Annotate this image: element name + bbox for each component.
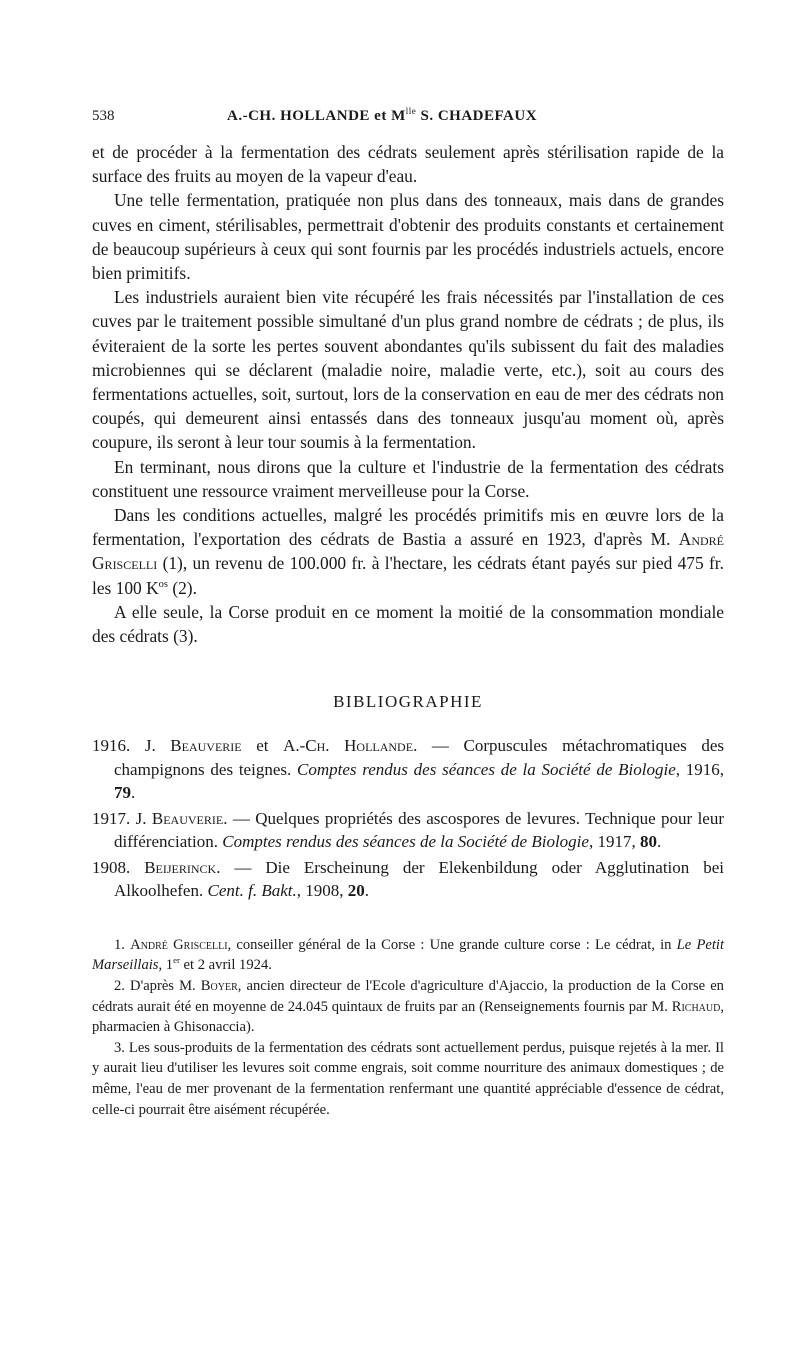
footnote-text: , pharmacien à Ghisonaccia). bbox=[92, 998, 724, 1036]
footnote-text: , ancien directeur de l'Ecole d'agriculture d'Ajaccio, la production de la Corse en cédrats aurait été en moyenne de 24.045 quintaux de fruits par an (Renseignements fournis par M. bbox=[92, 977, 724, 1015]
author-name: André Griscelli bbox=[92, 529, 724, 574]
footnotes bbox=[92, 935, 724, 1120]
bib-journal: Comptes rendus des séances de la Société de Biologie bbox=[222, 832, 589, 852]
bibliography-entry bbox=[92, 807, 724, 854]
paragraph-text: A elle seule, la Corse produit en ce moment la moitié de la consommation mondiale des cédrats bbox=[92, 601, 724, 647]
footnote-author: André Griscelli bbox=[130, 936, 228, 953]
bib-detail: , 1908, bbox=[296, 881, 348, 901]
bib-detail: . bbox=[131, 783, 136, 803]
bib-author-join: et bbox=[241, 736, 284, 756]
footnote-number: 2. bbox=[114, 977, 131, 994]
footnote-ref: (1) bbox=[162, 553, 183, 574]
footnote bbox=[92, 935, 724, 976]
bib-detail: , 1916, bbox=[675, 759, 725, 779]
paragraph: Les industriels auraient bien vite récupéré les frais nécessités par l'installation de ces cuves par le traitement possible simultané d'un plus grand nombre de cédrats ; de plus, ils éviteraient de la sorte les pertes souvent abondantes qu'ils subissent du fait des maladies microbiennes qui se déclarent (maladie noire, maladie verte, etc.), soit au cours des fermentations actuelles, soit, surtout, lors de la conservation en eau de mer des cédrats non coupés, qui demeurent ainsi entassés dans des tonneaux jusqu'au moment où, après coupure, ils seront à leur tour soumis à la fermentation. bbox=[92, 287, 724, 453]
running-head-authors: A.-CH. HOLLANDE et M bbox=[227, 108, 406, 124]
footnote-author: Richaud bbox=[671, 998, 721, 1015]
paragraph bbox=[92, 600, 724, 648]
bibliography-entry bbox=[92, 734, 724, 805]
bib-year: 1908. bbox=[92, 857, 131, 877]
running-head bbox=[227, 108, 537, 125]
bib-journal: Comptes rendus des séances de la Société de Biologie bbox=[297, 759, 676, 779]
body-text bbox=[92, 140, 724, 648]
footnote-ref: (2) bbox=[172, 577, 193, 598]
bib-author: A.-Ch. Hollande bbox=[283, 736, 414, 756]
paragraph-text: Dans les conditions actuelles, malgré les procédés primitifs mis en œuvre lors de la fermentation, l'exportation des cédrats de Bastia a assuré en 1923, d'après M. bbox=[92, 505, 724, 550]
bib-volume: 79 bbox=[114, 783, 131, 803]
footnote-text: et 2 avril 1924. bbox=[179, 957, 272, 974]
paragraph bbox=[92, 503, 724, 600]
bib-year: 1917. bbox=[92, 808, 131, 828]
bib-title: . — Corpuscules métachromatiques des champignons des teignes. bbox=[114, 736, 724, 779]
running-head-authors-2: S. CHADEFAUX bbox=[416, 108, 538, 124]
bib-detail: . bbox=[656, 832, 662, 852]
footnote-text: , 1 bbox=[158, 957, 174, 974]
paragraph-text: , un revenu de 100.000 fr. à l'hectare, les cédrats étant payés sur pied 475 fr. les 100 K bbox=[92, 553, 724, 598]
paragraph: En terminant, nous dirons que la culture et l'industrie de la fermentation des cédrats constituent une ressource vraiment merveilleuse pour la Corse. bbox=[92, 456, 724, 501]
footnote-author: Boyer bbox=[200, 977, 238, 994]
running-head-sup: lle bbox=[405, 106, 417, 116]
footnote-text: , conseiller général de la Corse : Une grande culture corse : Le cédrat, in bbox=[227, 936, 677, 953]
bibliography-title: BIBLIOGRAPHIE bbox=[333, 692, 483, 712]
bibliography-entry bbox=[92, 856, 724, 903]
page-number: 538 bbox=[92, 108, 115, 124]
footnote bbox=[92, 976, 724, 1038]
footnote: 3. Les sous-produits de la fermentation des cédrats sont actuellement perdus, puisque rejetés à la mer. Il y aurait lieu d'utiliser les levures soit comme engrais, soit comme nourriture des animaux domestiques ; de même, l'eau de mer provenant de la fermentation renfermant une quantité appréciable d'essence de cédrat, celle-ci pourrait être aisément récupérée. bbox=[92, 1039, 724, 1118]
bib-detail: , 1917, bbox=[588, 832, 640, 852]
footnote-ref: (3) bbox=[173, 626, 194, 647]
paragraph-text: . bbox=[192, 577, 197, 598]
bib-volume: 20 bbox=[347, 881, 365, 901]
bib-journal: Cent. f. Bakt. bbox=[207, 881, 297, 901]
paragraph: et de procéder à la fermentation des cédrats seulement après stérilisation rapide de la surface des fruits au moyen de la vapeur d'eau. bbox=[92, 142, 724, 187]
page-header bbox=[92, 100, 724, 130]
bibliography-list bbox=[92, 734, 724, 903]
paragraph-text: . bbox=[193, 626, 198, 647]
bib-year: 1916. bbox=[92, 736, 131, 756]
footnote-text: D'après M. bbox=[130, 977, 201, 994]
bib-title: . — Quelques propriétés des ascospores de levures. Technique pour leur différenciation. bbox=[114, 808, 724, 852]
document-page bbox=[92, 100, 724, 1120]
footnote-number: 1. bbox=[114, 936, 131, 953]
bib-volume: 80 bbox=[639, 832, 657, 852]
footnote-sup: er bbox=[173, 955, 180, 966]
bib-author: J. Beauverie bbox=[144, 736, 242, 756]
bib-title: . — Die Erscheinung der Elekenbildung oder Agglutination bei Alkoolhefen. bbox=[114, 857, 724, 901]
footnote-journal: Le Petit Marseillais bbox=[92, 936, 725, 974]
unit-sup: os bbox=[158, 578, 168, 590]
bib-detail: . bbox=[364, 881, 369, 901]
paragraph: Une telle fermentation, pratiquée non plus dans des tonneaux, mais dans de grandes cuves en ciment, stérilisables, permettrait d'obtenir des produits constants et certainement de beaucoup supérieurs à ceux qui sont fournis par les procédés industriels actuels, encore bien primitifs. bbox=[92, 190, 724, 284]
bib-author: Beijerinck bbox=[144, 857, 217, 877]
bib-author: J. Beauverie bbox=[135, 808, 224, 828]
